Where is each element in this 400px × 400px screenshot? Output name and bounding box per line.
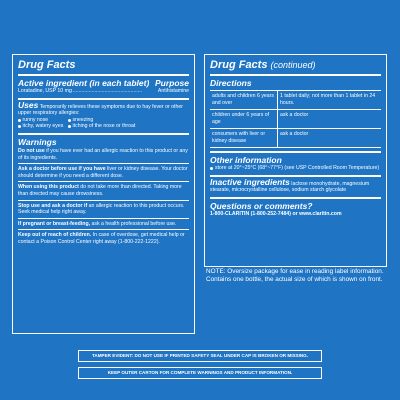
tamper-evident-banner: TAMPER EVIDENT: DO NOT USE IF PRINTED SAFETY SEAL UNDER CAP IS BROKEN OR MISSING.	[78, 350, 322, 362]
warning-text: In case of overdose, get medical help or contact a Poison Control Center right away (1-800-222-1222).	[18, 232, 185, 245]
symptom-text: itchy, watery eyes	[22, 123, 64, 130]
warning-when-using	[18, 184, 189, 197]
table-row	[210, 129, 381, 148]
warning-label: Keep out of reach of children.	[18, 232, 92, 239]
divider	[18, 229, 189, 230]
drug-facts-title	[210, 59, 381, 71]
warning-text: an allergic reaction to this product occurs. Seek medical help right away.	[18, 202, 185, 216]
divider	[18, 98, 189, 100]
drug-facts-panel	[12, 54, 195, 334]
other-information-text: store at 20°~25°C (68°~77°F) (see USP Controlled Room Temperature)	[215, 165, 380, 171]
table-cell-what: ask a doctor	[280, 112, 309, 118]
divider	[18, 218, 189, 219]
questions-heading: Questions or comments?	[210, 200, 313, 211]
ingredient-row	[18, 88, 189, 95]
drug-facts-title: Drug Facts	[18, 59, 76, 71]
dot-leader: ................................................	[72, 88, 143, 94]
table-cell-who: adults and children 6 years and over	[210, 91, 278, 109]
inactive-ingredients-text: lactose monohydrate, magnesium stearate, microcrystalline cellulose, sodium starch glycolate	[210, 180, 370, 194]
questions-contact: 1-800-CLARITIN (1-800-252-7484) or www.claritin.com	[210, 210, 342, 217]
oversize-package-note: NOTE: Oversize package for ease in reading label information. Contains one bottle, the actual size of which is shown on front.	[206, 268, 384, 284]
table-cell-what: 1 tablet daily; not more than 1 tablet in 24 hours.	[280, 93, 376, 106]
drug-facts-continued-panel	[204, 54, 387, 267]
directions-table	[210, 90, 381, 148]
active-ingredient-heading: Active ingredient (in each tablet)	[18, 78, 150, 88]
warning-text: ask a health professional before use.	[91, 220, 177, 227]
title-continued: (continued)	[270, 60, 316, 70]
symptom-text: sneezing	[72, 116, 94, 123]
other-information-item	[210, 165, 381, 172]
warning-label: If pregnant or breast-feeding,	[18, 220, 91, 227]
warning-label: Ask a doctor before use if you have	[18, 166, 106, 173]
inactive-ingredients-heading: Inactive ingredients	[210, 176, 290, 187]
bullet-icon	[68, 125, 71, 128]
warning-ask-doctor	[18, 166, 189, 179]
list-item	[68, 123, 189, 130]
warning-text: liver or kidney disease. Your doctor should determine if you need a different dose.	[18, 166, 188, 179]
symptom-list	[18, 117, 189, 130]
list-item	[68, 117, 189, 124]
warning-stop-use	[18, 203, 189, 216]
table-cell-what: ask a doctor	[280, 131, 309, 137]
warnings-heading: Warnings	[18, 136, 57, 147]
warning-label: Do not use	[18, 147, 45, 154]
inactive-ingredients-section	[210, 176, 381, 194]
divider	[18, 181, 189, 182]
warning-label: When using this product	[18, 184, 79, 191]
table-row	[210, 110, 381, 129]
keep-carton-banner: KEEP OUTER CARTON FOR COMPLETE WARNINGS AND PRODUCT INFORMATION.	[78, 367, 322, 379]
purpose-heading: Purpose	[154, 78, 189, 88]
divider	[18, 74, 189, 76]
list-item	[18, 117, 66, 124]
uses-text: Temporarily relieves these symptoms due to hay fever or other upper respiratory allergies:	[18, 103, 183, 117]
warning-pregnant	[18, 221, 189, 228]
directions-heading: Directions	[210, 78, 252, 88]
table-cell-who: consumers with liver or kidney disease	[210, 129, 278, 147]
active-ingredient-header	[18, 78, 189, 88]
divider	[18, 163, 189, 164]
bullet-icon	[210, 167, 213, 170]
bullet-icon	[18, 125, 21, 128]
warning-do-not-use	[18, 148, 189, 161]
uses-heading: Uses	[18, 99, 39, 110]
divider	[210, 151, 381, 153]
symptom-text: itching of the nose or throat	[72, 123, 136, 130]
warning-label: Stop use and ask a doctor if	[18, 202, 88, 209]
table-row	[210, 91, 381, 110]
ingredient-name: Loratadine, USP 10 mg	[18, 88, 72, 94]
title-text: Drug Facts	[210, 59, 268, 71]
divider	[18, 200, 189, 201]
divider	[210, 74, 381, 76]
bullet-icon	[68, 119, 71, 122]
warning-text: do not take more than directed. Taking more than directed may cause drowsiness.	[18, 184, 182, 197]
divider	[210, 197, 381, 199]
table-cell-who: children under 6 years of age	[210, 110, 278, 128]
other-information-heading: Other information	[210, 155, 282, 165]
symptom-text: runny nose	[22, 116, 49, 123]
divider	[18, 133, 189, 135]
bullet-icon	[18, 119, 21, 122]
uses-section	[18, 99, 189, 130]
list-item	[18, 123, 66, 130]
warning-text: if you have ever had an allergic reaction to this product or any of its ingredients.	[18, 147, 188, 161]
ingredient-purpose: Antihistamine	[157, 88, 189, 94]
warning-children	[18, 232, 189, 245]
